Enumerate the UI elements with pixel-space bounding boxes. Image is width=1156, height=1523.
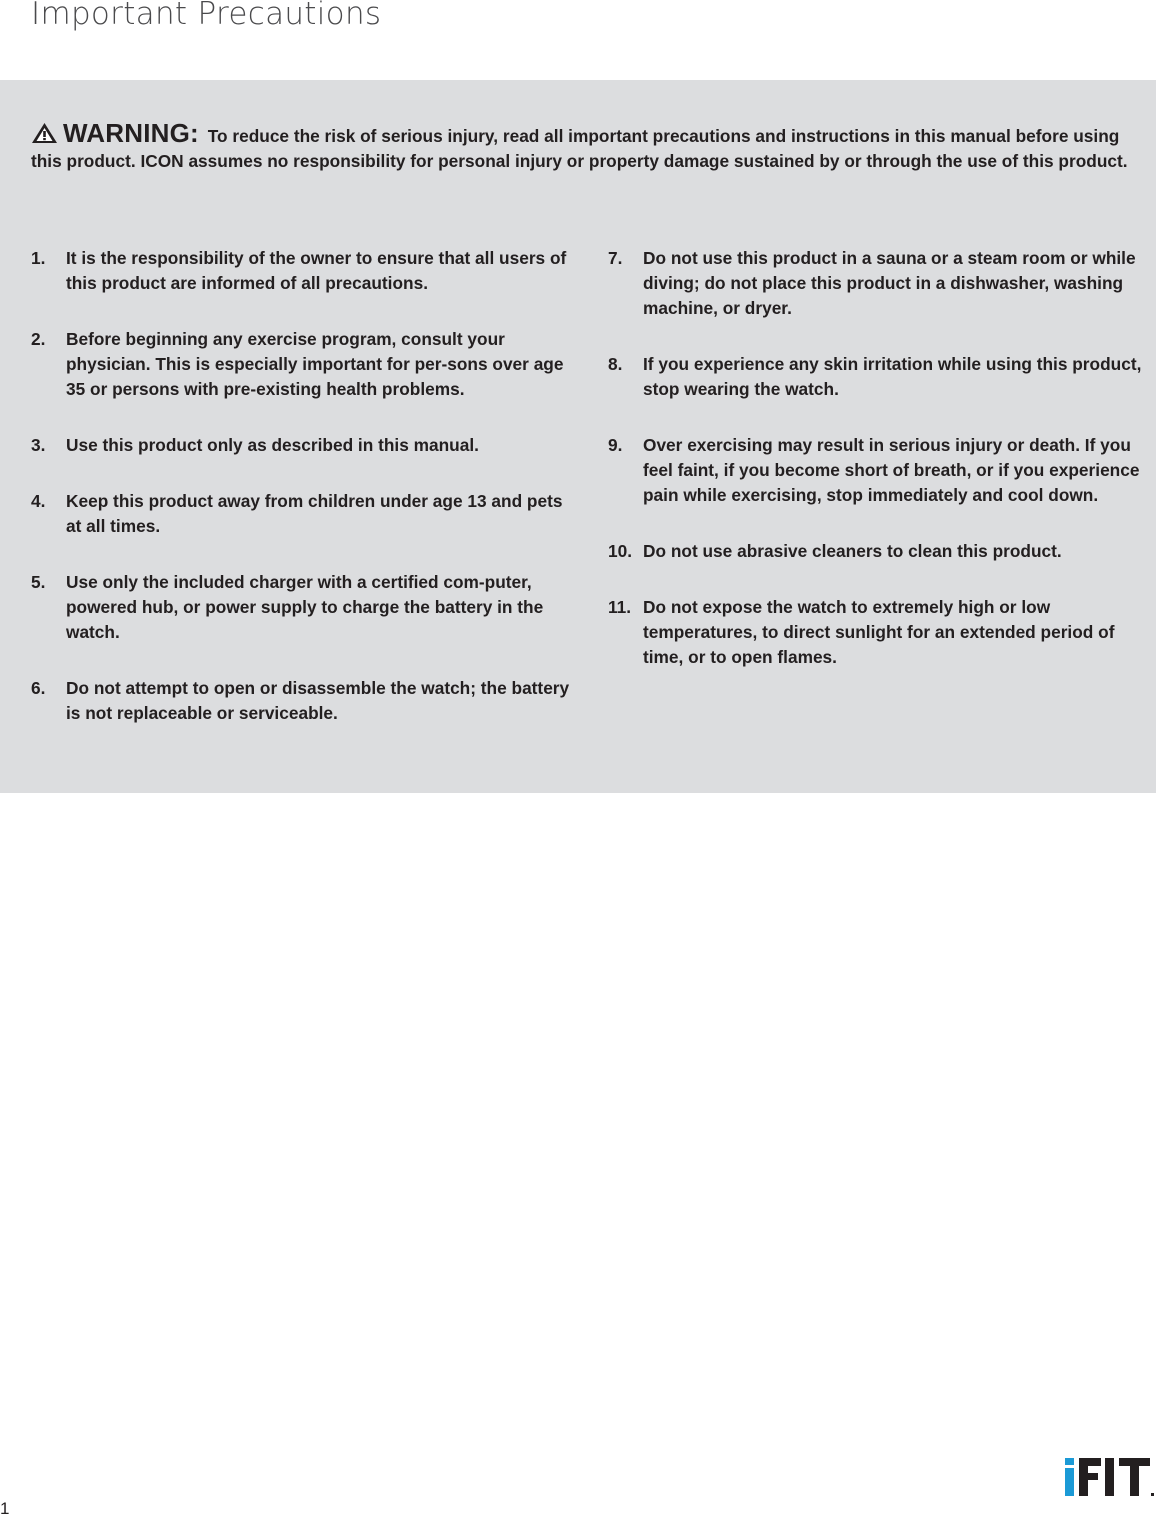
item-text: Do not expose the watch to extremely high or low temperatures, to direct sunlight for an extended period of time, or to open flames. bbox=[643, 597, 1115, 667]
item-text: Keep this product away from children under age 13 and pets at all times. bbox=[66, 491, 563, 536]
warning-body: To reduce the risk of serious injury, read all important precautions and instructions in this manual before using this product. ICON assumes no responsibility for personal injury or property damage sustained by or through the use of this product. bbox=[31, 126, 1128, 171]
item-text: Use this product only as described in this manual. bbox=[66, 435, 479, 455]
ifit-logo-icon bbox=[1062, 1456, 1156, 1498]
warning-label: WARNING: bbox=[63, 118, 199, 148]
warning-statement bbox=[31, 118, 1141, 174]
list-item bbox=[608, 246, 1156, 321]
item-number: 5. bbox=[31, 572, 46, 592]
list-item bbox=[31, 433, 581, 458]
warning-triangle-icon bbox=[31, 122, 58, 144]
list-item bbox=[31, 489, 581, 539]
list-item bbox=[608, 352, 1156, 402]
item-number: 1. bbox=[31, 248, 46, 268]
list-item bbox=[608, 433, 1156, 508]
item-text: Before beginning any exercise program, consult your physician. This is especially important for per-sons over age 35 or persons with pre-existing health problems. bbox=[66, 329, 564, 399]
item-text: Use only the included charger with a certified com-puter, powered hub, or power supply to charge the battery in the watch. bbox=[66, 572, 544, 642]
item-number: 8. bbox=[608, 354, 623, 374]
item-number: 3. bbox=[31, 435, 46, 455]
page-number: 1 bbox=[0, 1499, 10, 1518]
precautions-list-right bbox=[608, 246, 1156, 701]
item-text: Do not use abrasive cleaners to clean this product. bbox=[643, 541, 1062, 561]
item-number: 9. bbox=[608, 435, 623, 455]
list-item bbox=[31, 570, 581, 645]
list-item bbox=[608, 595, 1156, 670]
item-number: 10. bbox=[608, 541, 633, 561]
item-number: 6. bbox=[31, 678, 46, 698]
list-item bbox=[608, 539, 1156, 564]
list-item bbox=[31, 327, 581, 402]
list-item bbox=[31, 676, 581, 726]
page-title: Important Precautions bbox=[31, 0, 382, 32]
item-number: 2. bbox=[31, 329, 46, 349]
item-text: If you experience any skin irritation while using this product, stop wearing the watch. bbox=[643, 354, 1142, 399]
item-text: Over exercising may result in serious injury or death. If you feel faint, if you become short of breath, or if you experience pain while exercising, stop immediately and cool down. bbox=[643, 435, 1140, 505]
list-item bbox=[31, 246, 581, 296]
item-text: Do not use this product in a sauna or a steam room or while diving; do not place this product in a dishwasher, washing machine, or dryer. bbox=[643, 248, 1136, 318]
item-number: 11. bbox=[608, 597, 632, 617]
precautions-list-left bbox=[31, 246, 581, 757]
item-number: 7. bbox=[608, 248, 623, 268]
item-number: 4. bbox=[31, 491, 46, 511]
item-text: It is the responsibility of the owner to ensure that all users of this product are informed of all precautions. bbox=[66, 248, 567, 293]
item-text: Do not attempt to open or disassemble the watch; the battery is not replaceable or serviceable. bbox=[66, 678, 570, 723]
